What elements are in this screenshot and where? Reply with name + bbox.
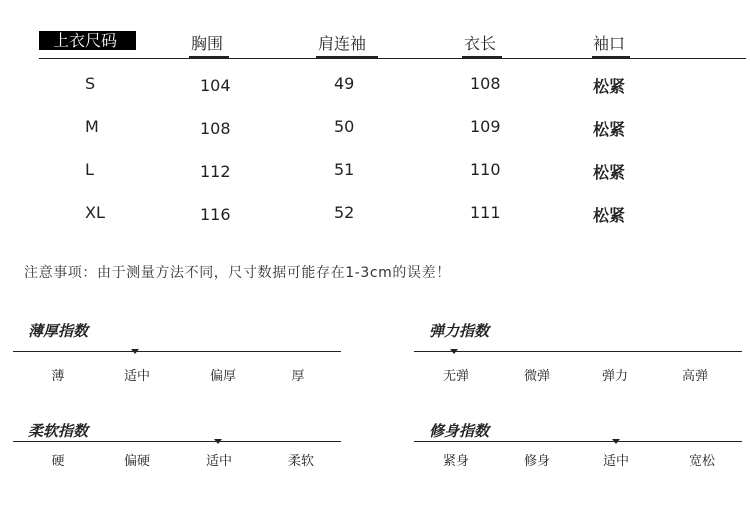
row-xl-sleeve: 52 bbox=[334, 203, 355, 222]
row-size-s: S bbox=[85, 74, 96, 93]
header-cuff: 袖口 bbox=[593, 34, 626, 53]
row-s-length: 108 bbox=[470, 74, 501, 93]
row-m-sleeve: 50 bbox=[334, 117, 355, 136]
row-s-cuff: 松紧 bbox=[593, 77, 626, 96]
index-thickness-marker-icon bbox=[131, 349, 139, 354]
index-softness-marker-icon bbox=[214, 439, 222, 444]
row-size-xl: XL bbox=[85, 203, 105, 222]
index-fit-option: 修身 bbox=[523, 454, 550, 469]
header-sleeve: 肩连袖 bbox=[318, 34, 367, 53]
table-title: 上衣尺码 bbox=[39, 31, 136, 50]
index-elasticity-option: 弹力 bbox=[601, 369, 628, 384]
index-softness-option: 适中 bbox=[205, 454, 232, 469]
row-xl-chest: 116 bbox=[200, 205, 231, 224]
header-divider bbox=[39, 58, 746, 59]
index-fit-option: 适中 bbox=[602, 454, 629, 469]
index-elasticity-marker-icon bbox=[450, 349, 458, 354]
row-s-sleeve: 49 bbox=[334, 74, 355, 93]
index-fit-option: 紧身 bbox=[442, 454, 469, 469]
measurement-note: 注意事项：由于测量方法不同，尺寸数据可能存在1-3cm的误差！ bbox=[24, 265, 451, 281]
row-m-length: 109 bbox=[470, 117, 501, 136]
row-l-chest: 112 bbox=[200, 162, 231, 181]
index-elasticity-option: 高弹 bbox=[681, 369, 708, 384]
row-l-sleeve: 51 bbox=[334, 160, 355, 179]
index-softness-option: 偏硬 bbox=[123, 454, 150, 469]
index-softness-line bbox=[13, 441, 341, 442]
row-xl-cuff: 松紧 bbox=[593, 206, 626, 225]
index-elasticity-line bbox=[414, 351, 742, 352]
index-fit-option: 宽松 bbox=[688, 454, 715, 469]
index-fit-title: 修身指数 bbox=[429, 422, 490, 440]
index-fit-line bbox=[414, 441, 742, 442]
row-s-chest: 104 bbox=[200, 76, 231, 95]
row-l-cuff: 松紧 bbox=[593, 163, 626, 182]
index-thickness-title: 薄厚指数 bbox=[28, 322, 89, 340]
index-thickness-option: 厚 bbox=[291, 369, 305, 384]
index-thickness-option: 适中 bbox=[123, 369, 150, 384]
row-m-cuff: 松紧 bbox=[593, 120, 626, 139]
index-thickness-line bbox=[13, 351, 341, 352]
row-m-chest: 108 bbox=[200, 119, 231, 138]
header-length: 衣长 bbox=[464, 34, 497, 53]
index-elasticity-option: 微弹 bbox=[523, 369, 550, 384]
index-softness-title: 柔软指数 bbox=[28, 422, 89, 440]
row-size-m: M bbox=[85, 117, 99, 136]
index-thickness-option: 薄 bbox=[51, 369, 65, 384]
index-elasticity-title: 弹力指数 bbox=[429, 322, 490, 340]
index-softness-option: 柔软 bbox=[287, 454, 314, 469]
row-xl-length: 111 bbox=[470, 203, 501, 222]
index-elasticity-option: 无弹 bbox=[442, 369, 469, 384]
index-thickness-option: 偏厚 bbox=[209, 369, 236, 384]
row-size-l: L bbox=[85, 160, 94, 179]
index-softness-option: 硬 bbox=[51, 454, 65, 469]
row-l-length: 110 bbox=[470, 160, 501, 179]
index-fit-marker-icon bbox=[612, 439, 620, 444]
header-chest: 胸围 bbox=[191, 34, 224, 53]
